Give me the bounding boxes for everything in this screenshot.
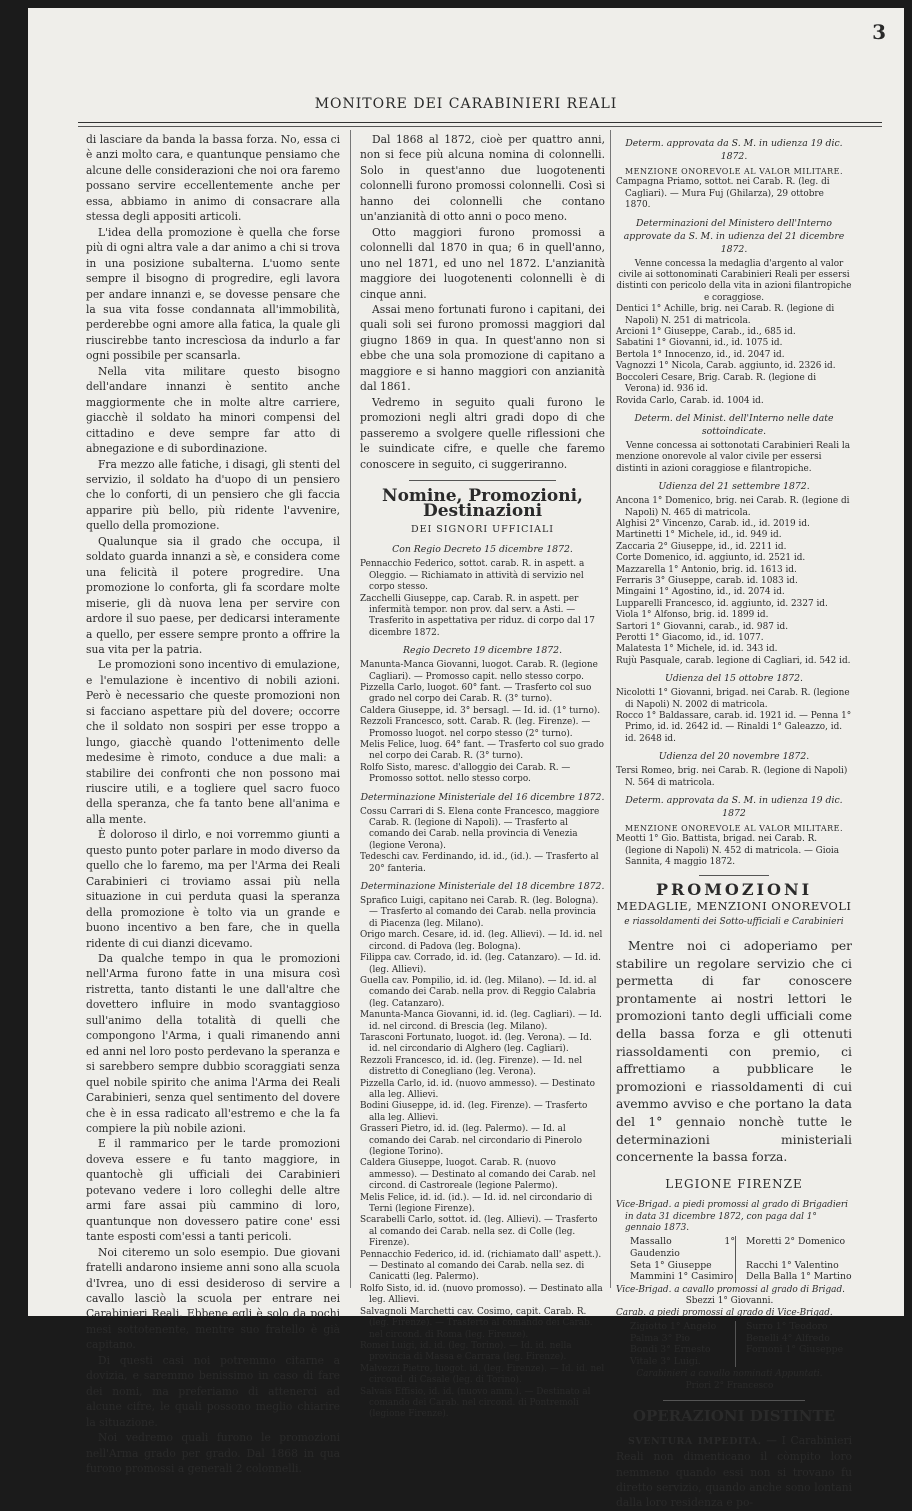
name-cell: Moretti 2° Domenico [746,1236,846,1248]
newspaper-page [28,8,904,1510]
list-item: Salvagnoli Marchetti cav. Cosimo, capit. Carab. R. (leg. Firenze). — Trasferto al comando dei Carab. nel circond. di Roma (leg. Firenze). [360,1306,593,1340]
caps-heading: MENZIONE ONOREVOLE AL VALOR MILITARE. [624,167,844,176]
paragraph: Fra mezzo alle fatiche, i disagi, gli stenti del servizio, il soldato ha d'uopo di un pensiero che lo conforti, di un pensiero che gli faccia apparire più bello, più ridente l'avvenire, quello della promozione. [86,457,340,533]
list-item: Sprafico Luigi, capitano nei Carab. R. (leg. Bologna). — Trasferto al comando dei Carab. nella provincia di Piacenza (leg. Milano). [360,896,599,929]
list-item: Rezzoli Francesco, sott. Carab. R. (leg. Firenze). — Promosso luogot. nel corpo stesso (2° turno). [360,717,591,739]
names-grid [616,1319,852,1369]
header-rule [78,122,882,123]
name-cell: Massallo 1° Gaudenzio [630,1236,735,1260]
paragraph: Dal 1868 al 1872, cioè per quattro anni, non si fece più alcuna nomina di colonnelli. Solo in quest'anno due luogotenenti colonnelli furono promossi colonnelli. Così si hanno dei colonnelli che contano un'anzianità di otto anni o poco meno. [360,133,605,224]
list-item: Nicolotti 1° Giovanni, brigad. nei Carab. R. (legione di Napoli) N. 2002 di matricola. [616,688,850,710]
name-cell: Racchi 1° Valentino [746,1259,839,1271]
name-cell: Palma 3° Pio [630,1333,736,1345]
paragraph: Otto maggiori furono promossi a colonnelli dal 1870 in qua; 6 in quell'anno, uno nel 1871, ed uno nel 1872. L'anzianità maggiore dei luogotenenti colonnelli è di cinque anni. [360,225,605,301]
list-item: Melis Felice, id. id. (id.). — Id. id. nel circondario di Terni (legione Firenze). [360,1192,593,1215]
name-cell: Surro 1° Teodoro [746,1321,828,1333]
list-item: Zacchelli Giuseppe, cap. Carab. R. in aspett. per infermità tempor. non prov. dal serv. a Asti. — Trasferito in aspettativa per riduz. di corpo dal 17 dicembre 1872. [360,593,595,638]
list-item: Pennacchio Federico, sottot. carab. R. in aspett. a Oleggio. — Richiamato in attività di servizio nel corpo stesso. [360,559,585,593]
list-item: Pizzella Carlo, id. id. (nuovo ammesso). — Destinato alla leg. Allievi. [360,1078,595,1100]
section-title: Nomine, Promozioni, Destinazioni [382,485,583,522]
page-header: MONITORE DEI CARABINIERI REALI [314,96,618,112]
paragraph: Le promozioni sono incentivo di emulazione, e l'emulazione è incentivo di nobili azioni. Però è necessario che queste promozioni non si facciano aspettare più del dovere; occorre che il soldato non sospiri per esse troppo a lungo, giacchè quando l'ottenimento delle medesime è rimoto, conduce a due mali: a stabilire dei confronti che non possono mai riuscire utili, e a togliere quel sacro fuoco della speranza, che fa tanto bene all'anima e alla mente. [86,658,340,826]
name-cell: Benelli 4° Alfredo [746,1332,830,1344]
name-cell: Fornoni 1° Giuseppe [746,1344,844,1356]
list-item: Scarabelli Carlo, sottot. id. (leg. Allievi). — Trasferto al comando dei Carab. nella sez. di Colle (leg. Firenze). [360,1215,598,1249]
paragraph: Carab. a piedi promossi al grado di Vice-Brigad. [616,1307,833,1318]
paragraph: E il rammarico per le tarde promozioni doveva essere e fu tanto maggiore, in quantochè gli ufficiali dei Carabinieri potevano vedere i loro colleghi delle altre armi fare assai più cammino di loro, quantunque non dovessero patire cone' essi tante esposti com'essi a tanti pericoli. [86,1137,340,1244]
list-item: Tersi Romeo, brig. nei Carab. R. (legione di Napoli) N. 564 di matricola. [616,766,848,788]
column-divider [610,130,611,1288]
paragraph: Vice-Brigad. a cavallo promossi al grado di Brigad. [616,1284,845,1295]
paragraph: Venne concessa la medaglia d'argento al valor civile ai sottonominati Carabinieri Reali per essersi distinti con pericolo della vita in azioni filantropiche e coraggiose. [616,258,852,303]
paragraph: di lasciare da banda la bassa forza. No, essa ci è anzi molto cara, e quantunque pensiamo che alcune delle considerazioni che noi ora faremo possano servire eccellentemente anche per essa, abbiamo in animo di consacrare alla stessa degli appositi articoli. [86,133,340,224]
list-item: Bodini Giuseppe, id. id. (leg. Firenze). — Trasferto alla leg. Allievi. [360,1101,588,1123]
list-item: Caldera Giuseppe, id. 3° bersagl. — Id. id. (1° turno). [360,705,601,716]
paragraph: Vedremo in seguito quali furono le promozioni negli altri gradi dopo di che passeremo a svolgere quelle riflessioni che le suindicate cifre, e quelle che faremo conoscere in seguito, ci suggeriranno. [360,395,605,471]
name-line: Sbezzi 1° Giovanni. [685,1296,774,1307]
column-divider [350,130,351,1288]
list-item: Malatesta 1° Michele, id. id. 343 id. [616,644,778,655]
paragraph: Da qualche tempo in qua le promozioni nell'Arma furono fatte in una misura così ristretta, tanto distanti le une dall'altre che dovettero influire in modo svantaggioso sull'animo della totalità di quelli che compongono l'Arma, i quali rimanendo anni ed anni nel loro posto perdevano la speranza e si sarebbero sempre dubbio scoraggiati senza quel nobile spirito che anima l'Arma dei Reali Carabinieri, senza quel sentimento del dovere che è in essa radicato all'estremo e che la fa compiere la più nobile azioni. [86,952,340,1135]
list-item: Dentici 1° Achille, brig. nei Carab. R. (legione di Napoli) N. 251 di matricola. [616,304,835,326]
header-rule-thin [78,126,882,127]
date-heading: Udienza del 15 ottobre 1872. [665,673,803,685]
paragraph [616,1433,852,1511]
list-item: Ancona 1° Domenico, brig. nei Carab. R. (legione di Napoli) N. 465 di matricola. [616,496,850,518]
section-title: PROMOZIONI [655,879,813,899]
name-line: Priori 2° Francesco [685,1380,774,1391]
date-heading: Udienza del 21 settembre 1872. [658,481,810,493]
run-in-heading: SVENTURA IMPEDITA. [628,1435,762,1447]
list-item: Perotti 1° Giacomo, id., id. 1077. [616,633,764,643]
list-item: Rovida Carlo, Carab. id. 1004 id. [616,395,764,406]
section-divider [663,1400,805,1401]
name-cell: Mammini 1° Casimiro [630,1271,736,1283]
decree-heading: Determinazioni del Ministero dell'Interno approvate da S. M. in udienza del 21 dicembre 1872. [623,217,845,255]
list-item: Manunta-Manca Giovanni, id. id. (leg. Cagliari). — Id. id. nel circond. di Brescia (leg. Milano). [360,1010,602,1032]
list-item: Bertola 1° Innocenzo, id., id. 2047 id. [616,349,785,360]
list-item: Mingaini 1° Agostino, id., id. 2074 id. [616,587,785,598]
paragraph: Vice-Brigad. a piedi promossi al grado di Brigadieri in data 31 dicembre 1872, con paga dal 1° gennaio 1873. [616,1200,849,1234]
list-item: Cossu Carrari di S. Elena conte Francesco, maggiore Carab. R. (legione di Napoli). — Trasferto al comando dei Carab. nella provincia di Venezia (legione Verona). [360,806,600,851]
section-subtitle: MEDAGLIE, MENZIONI ONOREVOLI [616,899,852,914]
page-number: 3 [872,20,886,44]
name-cell [746,1356,852,1368]
list-item: Malvezzi Pietro, luogot. id. (leg. Firenze). — Id. id. nel circond. di Casale (leg. di Torino). [360,1363,605,1386]
list-item: Pizzella Carlo, luogot. 60° fant. — Trasferto col suo grado nel corpo dei Carab. R. (3° turno). [360,682,592,705]
section-divider [699,875,770,876]
paragraph-text: — I Carabinieri Reali non dimenticano il còmpito loro nemmeno quando essi non si trovano fu diretto servizio, quando anche sono lontani dalla loro residenza e po- [616,1433,852,1510]
paragraph: Noi citeremo un solo esempio. Due giovani fratelli andarono insieme anni sono alla scuola d'Ivrea, uno di essi desideroso di servire a cavallo lasciò la scuola per entrare nei Carabinieri Reali. Ebbene egli è solo da pochi mesi sottotenente, mentre suo fratello è già capitano. [86,1245,340,1352]
paragraph: Noi vedremo quali furono le promozioni nell'Arma grado per grado. Dal 1868 in qua furono promossi a generali 2 colonnelli. [86,1431,340,1475]
paragraph: Venne concessa ai sottonotati Carabinieri Reali la menzione onorevole al valor civile per essersi distinti in azioni coraggiose e filantropiche. [616,440,850,474]
paragraph: Di questi casi noi potremmo citarne a dovizia, e saremmo benissimo in caso di fare dei nomi, ma preferiamo di attenerci ad alcune cifre, le quali possono meglio chiarire la situazione. [86,1353,340,1429]
list-item: Tarasconi Fortunato, luogot. id. (leg. Verona). — Id. id. nel circondario di Alghero (leg. Cagliari). [360,1032,592,1055]
list-item: Salvais Effisio, id. id. (nuovo amm.). — Destinato al comando dei Carab. nel circond. di Pontremoli (legione Firenze). [360,1386,591,1420]
list-item: Vagnozzi 1° Nicola, Carab. aggiunto, id. 2326 id. [616,361,836,372]
decree-heading: Determ. del Minist. dell'Interno nelle date sottoindicate. [634,412,834,437]
list-item: Mazzarella 1° Antonio, brig. id. 1613 id. [616,564,797,575]
date-heading: Udienza del 20 novembre 1872. [658,751,810,763]
list-item: Melis Felice, luog. 64° fant. — Trasferto col suo grado nel corpo dei Carab. R. (3° turno). [360,740,604,762]
section-subtitle: DEI SIGNORI UFFICIALI [410,523,555,535]
decree-heading: Determinazione Ministeriale del 16 dicembre 1872. [360,791,605,803]
decree-heading: Regio Decreto 19 dicembre 1872. [402,645,563,657]
decree-heading: Determinazione Ministeriale del 18 dicembre 1872. [360,881,605,893]
list-item: Rolfo Sisto, id. id. (nuovo promosso). — Destinato alla leg. Allievi. [360,1283,603,1306]
list-item: Rolfo Sisto, maresc. d'alloggio dei Carab. R. — Promosso sottot. nello stesso corpo. [360,762,571,785]
paragraph: Mentre noi ci adoperiamo per stabilire un regolare servizio che ci permetta di far conoscere prontamente ai nostri lettori le promozioni tanto degli ufficiali come della bassa forza e gli ottenuti riassoldamenti con premio, ci affrettiamo a pubblicare le promozioni e riassoldamenti di cui avemmo avviso e che portano la data del 1° gennaio nonchè tutte le determinazioni ministeriali concernente la bassa forza. [616,939,852,1165]
list-item: Sartori 1° Giovanni, carab., id. 987 id. [616,621,789,632]
caps-heading: MENZIONE ONOREVOLE AL VALOR MILITARE. [624,824,844,834]
list-item: Campagna Priamo, sottot. nei Carab. R. (leg. di Cagliari). — Mura Fuj (Ghilarza), 29 ottobre 1870. [616,177,830,211]
list-item: Alghisi 2° Vincenzo, Carab. id., id. 2019 id. [616,518,810,529]
paragraph: Assai meno fortunati furono i capitani, dei quali soli sei furono promossi maggiori dal giugno 1869 in qua. In quest'anno non si ebbe che una sola promozione di capitano a maggiore e si hanno maggiori con anzianità dal 1861. [360,302,605,394]
list-item: Corte Domenico, id. aggiunto, id. 2521 id. [616,553,806,564]
section-title: OPERAZIONI DISTINTE [632,1407,836,1426]
list-item: Zaccaria 2° Giuseppe, id., id. 2211 id. [616,541,787,552]
list-item: Meotti 1° Gio. Battista, brigad. nei Carab. R. (legione di Napoli) N. 452 di matricola. — Gioia Sannita, 4 maggio 1872. [616,834,840,868]
list-item: Guella cav. Pompilio, id. id. (leg. Milano). — Id. id. al comando dei Carab. nella prov. di Reggio Calabria (leg. Catanzaro). [360,975,597,1009]
list-item: Martinetti 1° Michele, id., id. 949 id. [616,530,782,541]
list-item: Sabatini 1° Giovanni, id., id. 1075 id. [616,338,783,349]
decree-heading: Determ. approvata da S. M. in udienza 19 dic. 1872 [625,795,843,820]
section-divider [409,480,556,481]
paragraph: Nella vita militare questo bisogno dell'andare innanzi è sentito anche maggiormente che in molte altre carriere, giacchè il soldato ha minori compensi del cittadino e deve sempre far atto di abnegazione e di subordinazione. [86,364,340,456]
names-grid [616,1234,852,1284]
name-cell: Bondi 3° Ernesto [630,1344,736,1356]
name-cell: Vitale 3° Luigi. [630,1356,736,1368]
list-item: Manunta-Manca Giovanni, luogot. Carab. R. (legione Cagliari). — Promosso capit. nello stesso corpo. [360,660,598,682]
column-1 [86,132,340,1475]
list-item: Arcioni 1° Giuseppe, Carab., id., 685 id. [616,327,796,338]
list-item: Lupparelli Francesco, id. aggiunto, id. 2327 id. [616,598,828,609]
list-item: Rocco 1° Baldassare, carab. id. 1921 id. — Penna 1° Primo, id. id. 2642 id. — Rinaldi 1° Galeazzo, id. id. 2648 id. [616,711,852,744]
decree-heading: Con Regio Decreto 15 dicembre 1872. [392,544,573,556]
list-item: Origo march. Cesare, id. id. (leg. Allievi). — Id. id. nel circond. di Padova (leg. Bologna). [360,930,603,952]
list-item: Pennacchio Federico, id. id. (richiamato dall' aspett.). — Destinato al comando dei Carab. nella sez. di Canicatti (leg. Palermo). [360,1249,602,1283]
name-cell: Seta 1° Giuseppe [630,1260,736,1272]
paragraph: È doloroso il dirlo, e noi vorremmo giunti a questo punto poter parlare in modo diverso da quello che lo faremo, ma per l'Arma dei Reali Carabinieri ci troviamo assai più nella situazione in cui perduta quasi la speranza della promozione è tolto via un grande e buono incentivo a ben fare, che in quella ridente di cui dianzi dicevamo. [86,828,340,950]
decree-heading: Determ. approvata da S. M. in udienza 19 dic. 1872. [625,138,843,162]
paragraph: L'idea della promozione è quella che forse più di ogni altra vale a dar animo a chi si trova in una posizione subalterna. L'uomo sente sempre il bisogno di progredire, egli lavora per andare innanzi e, se dovesse pensare che la sua vita fosse condannata all'immobilità, perderebbe ogni amore alla fatica, la quale gli riuscirebbe tanto increscìosa da indurlo a far ogni possibile per scansarla. [86,225,340,363]
name-cell: Zigiotto 1° Angelo [630,1321,736,1333]
list-item: Viola 1° Alfonso, brig. id. 1899 id. [616,610,769,621]
list-item: Caldera Giuseppe, luogot. Carab. R. (nuovo ammesso). — Destinato al comando dei Carab. nel circond. di Castroreale (legione Palermo). [360,1158,596,1192]
paragraph: Qualunque sia il grado che occupa, il soldato guarda innanzi a sè, e considera come una felicità il potere progredire. Una promozione lo conforta, gli fa scordare molte miserie, gli dà nuova lena per servire con ardore il suo paese, per dedicarsi interamente a quello, per essere sempre pronto a offrire la sua vita per la patria. [86,534,340,656]
list-item: Rujù Pasquale, carab. legione di Cagliari, id. 542 id. [616,655,851,666]
legion-heading: LEGIONE FIRENZE [665,1176,803,1191]
list-item: Grasseri Pietro, id. id. (leg. Palermo). — Id. al comando dei Carab. nel circondario di Pinerolo (legione Torino). [360,1124,582,1158]
column-2 [360,132,605,1420]
list-item: Ferraris 3° Giuseppe, carab. id. 1083 id. [616,575,798,586]
section-subtitle-small: e riassoldamenti dei Sotto-ufficiali e Carabinieri [624,916,844,927]
column-3 [616,132,852,1510]
list-item: Tedeschi cav. Ferdinando, id. id., (id.). — Trasferto al 20° fanteria. [360,852,599,874]
name-cell: Della Balla 1° Martino [746,1271,852,1283]
list-item: Romei Luigi, id. id. (leg. Torino). — Id. id. nella provincia di Massa e Carrara (leg. Firenze). [360,1340,572,1363]
list-item: Boccoleri Cesare, Brig. Carab. R. (legione di Verona) id. 936 id. [616,372,817,395]
paragraph: Carabinieri a cavallo nominati Appuntati. [636,1369,823,1380]
list-item: Filippa cav. Corrado, id. id. (leg. Catanzaro). — Id. id. (leg. Allievi). [360,953,601,975]
list-item: Rezzoli Francesco, id. id. (leg. Firenze). — Id. nel distretto di Conegliano (leg. Verona). [360,1055,583,1078]
